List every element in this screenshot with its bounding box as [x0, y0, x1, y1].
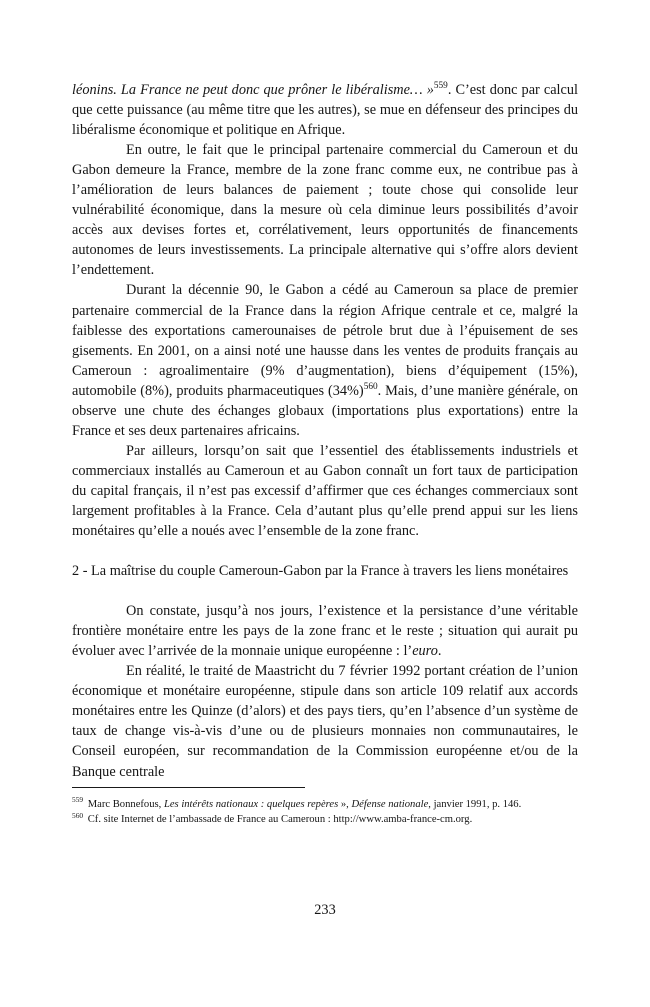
footnote-559 [72, 797, 578, 812]
text-run: On constate, jusqu’à nos jours, l’existence et la persistance d’une véritable frontière monétaire entre les pays de la zone franc et le reste ; situation qui aurait pu évoluer avec l’arrivée de la monnaie unique européenne : l’ [72, 603, 578, 660]
body-paragraphs [72, 80, 578, 541]
par-en-outre [72, 140, 578, 280]
footnote-reference-560: 560 [363, 381, 378, 392]
footnote-separator-rule [72, 787, 305, 788]
text-run: Marc Bonnefous, [85, 799, 164, 810]
footnotes-section [72, 787, 578, 828]
text-run: Cf. site Internet de l’ambassade de France au Cameroun : http://www.amba-france-cm.org. [85, 814, 473, 826]
footnote-560 [72, 812, 578, 827]
text-run: . Mais, d’une manière générale, on observe une chute des échanges globaux (importations plus exportations) entre la France et ses deux partenaires africains. [72, 382, 578, 439]
italic-run: euro [412, 643, 438, 660]
footnote-marker-559: 559 [72, 795, 84, 805]
text-run: Par ailleurs, lorsqu’on sait que l’essentiel des établissements industriels et commerciaux installés au Cameroun et au Gabon connaît un fort taux de participation du capital français, il n’est pas excessif d’affirmer que ces échanges commerciaux sont largement profitables à la France. Cela d’autant plus qu’elle prend appui sur les liens monétaires qu’elle a noués avec l’ensemble de la zone franc. [72, 442, 578, 540]
par-decennie-90 [72, 280, 578, 440]
text-run: », [338, 799, 352, 810]
footnote-list [72, 797, 578, 828]
text-run: , janvier 1991, p. 146. [428, 799, 522, 810]
italic-run: léonins. La France ne peut donc que prôner le libéralisme… » [72, 82, 434, 98]
italic-run: Les intérêts nationaux : quelques repères [163, 799, 339, 810]
italic-run: Défense nationale [351, 799, 429, 810]
text-run: En réalité, le traité de Maastricht du 7 février 1992 portant création de l’union économique et monétaire européenne, stipule dans son article 109 relatif aux accords monétaires entre les Quinze (d’alors) et des pays tiers, qu’en l’absence d’un système de taux de change vis-à-vis d’une ou de plusieurs monnaies non communautaires, le Conseil européen, sur recommandation de la Commission européenne et/ou de la Banque centrale [72, 663, 578, 780]
text-run: . [437, 643, 442, 660]
body-text-block [72, 80, 578, 782]
par-on-constate [72, 601, 578, 661]
par-en-realite [72, 661, 578, 781]
text-run: . C’est donc par calcul que cette puissance (au même titre que les autres), se mue en défenseur des principes du libéralisme économique et politique en Afrique. [72, 82, 578, 139]
text-run: En outre, le fait que le principal partenaire commercial du Cameroun et du Gabon demeure la France, membre de la zone franc comme eux, ne contribue pas à l’amélioration de leurs balances de paiement ; toute chose qui consolide leur vulnérabilité économique, dans la mesure où cela diminue leurs possibilités d’avoir accès aux devises fortes et, corrélativement, leurs opportunités de financements autonomes de leurs investissements. La principale alternative qui s’offre alors devient l’endettement. [72, 142, 578, 279]
body-paragraphs-after-heading [72, 601, 578, 781]
section-heading: 2 - La maîtrise du couple Cameroun-Gabon par la France à travers les liens monétaires [72, 563, 569, 580]
par-par-ailleurs [72, 441, 578, 541]
heading-spacer-bottom [72, 581, 578, 601]
footnote-marker-560: 560 [72, 810, 84, 820]
par-leonins [72, 80, 578, 140]
heading-spacer-top [72, 541, 578, 561]
footnote-reference-559: 559 [433, 81, 448, 92]
page-number: 233 [314, 902, 336, 918]
text-run: Durant la décennie 90, le Gabon a cédé au Cameroun sa place de premier partenaire commercial de la France dans la région Afrique centrale et ce, malgré la faiblesse des exportations camerounaises de pétrole brut due à l’épuisement de ses gisements. En 2001, on a ainsi noté une hausse dans les ventes de produits français au Cameroun : agroalimentaire (9% d’augmentation), biens d’équipement (15%), automobile (8%), produits pharmaceutiques (34%) [72, 282, 578, 399]
